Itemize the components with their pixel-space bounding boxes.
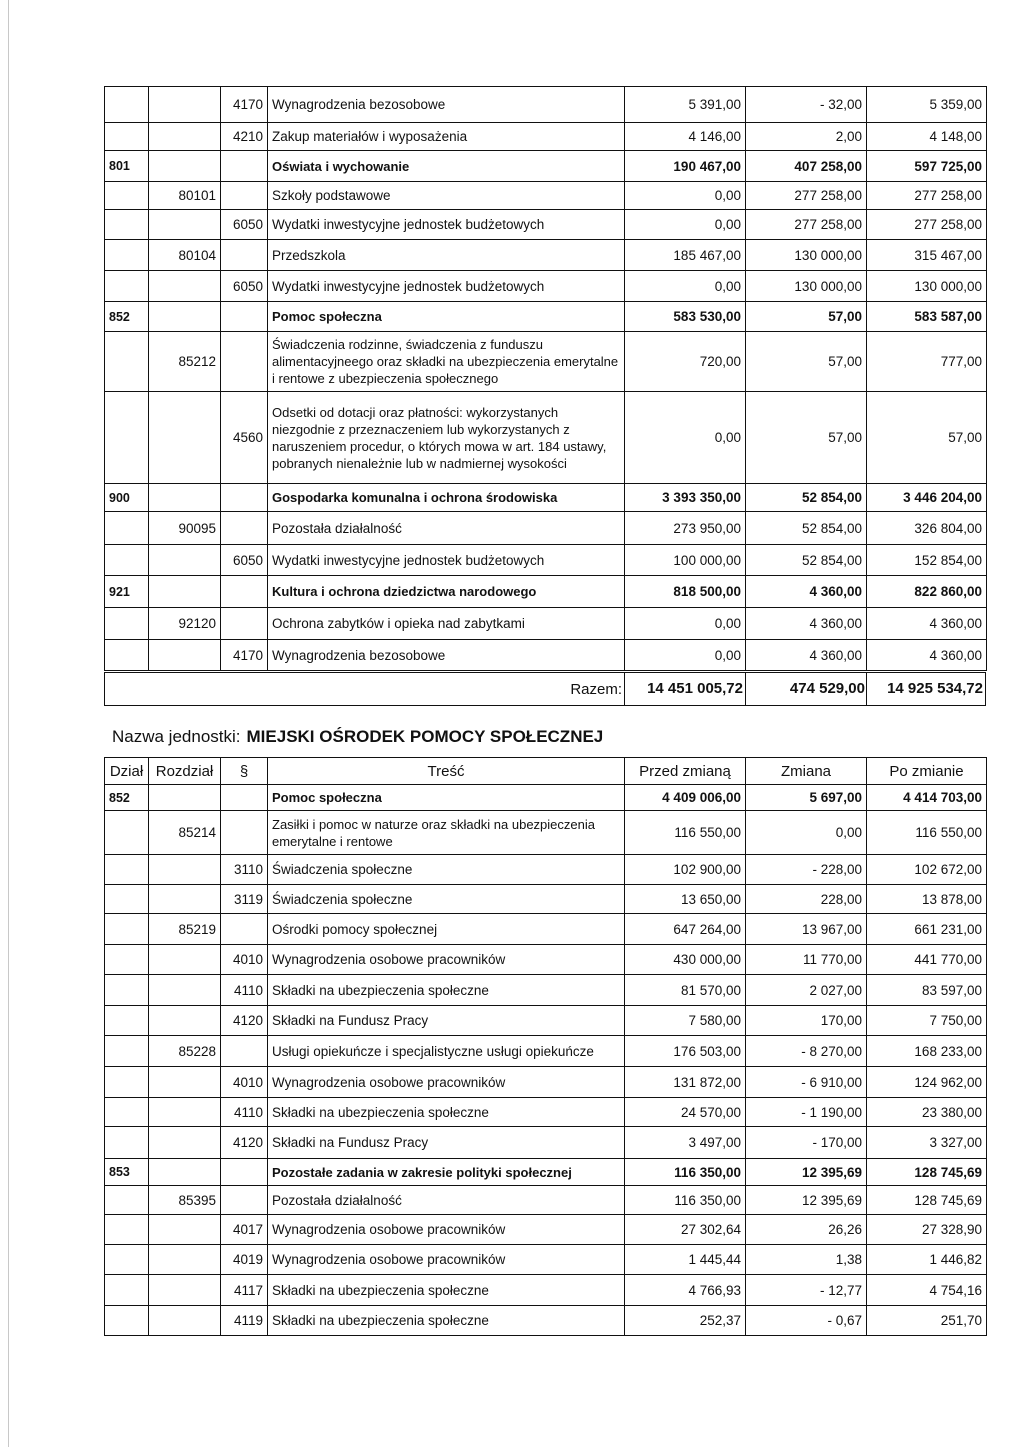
tresc-cell: Odsetki od dotacji oraz płatności: wykorzystanych niezgodnie z przeznaczeniem lub wykorzystanych z naruszeniem procedur, o których mowa w art. 184 ustawy, pobranych nienależnie lub w nadmiernej wysokości (268, 392, 625, 484)
total-change: 474 529,00 (789, 680, 865, 697)
zmiana-cell: 12 395,69 (746, 1159, 867, 1186)
dzial-cell (105, 855, 149, 885)
po-cell: 4 360,00 (867, 608, 987, 640)
po-cell: 777,00 (867, 332, 987, 392)
table-row (105, 785, 987, 811)
przed-cell: 647 264,00 (625, 914, 746, 945)
przed-cell: 0,00 (625, 271, 746, 302)
budget-table-1 (104, 86, 987, 671)
przed-cell: 13 650,00 (625, 885, 746, 914)
dzial-cell (105, 1245, 149, 1275)
unit-label: Nazwa jednostki: (112, 727, 241, 746)
paragraf-cell (221, 302, 268, 332)
paragraf-cell: 4560 (221, 392, 268, 484)
dzial-cell (105, 240, 149, 271)
table-row (105, 545, 987, 576)
po-cell: 128 745,69 (867, 1186, 987, 1215)
dzial-cell: 852 (105, 302, 149, 332)
rozdzial-cell (149, 576, 221, 608)
przed-cell: 0,00 (625, 608, 746, 640)
tresc-cell: Składki na Fundusz Pracy (268, 1006, 625, 1036)
zmiana-cell: 5 697,00 (746, 785, 867, 811)
zmiana-cell: - 1 190,00 (746, 1098, 867, 1127)
po-cell: 822 860,00 (867, 576, 987, 608)
table-row (105, 975, 987, 1006)
po-cell: 102 672,00 (867, 855, 987, 885)
tresc-cell: Usługi opiekuńcze i specjalistyczne usługi opiekuńcze (268, 1036, 625, 1067)
dzial-cell (105, 87, 149, 123)
header-po-zmianie: Po zmianie (867, 758, 987, 785)
paragraf-cell: 4120 (221, 1127, 268, 1159)
rozdzial-cell (149, 1006, 221, 1036)
dzial-cell: 852 (105, 785, 149, 811)
zmiana-cell: 407 258,00 (746, 151, 867, 182)
przed-cell: 116 550,00 (625, 811, 746, 855)
dzial-cell (105, 885, 149, 914)
paragraf-cell (221, 576, 268, 608)
po-cell: 168 233,00 (867, 1036, 987, 1067)
table-row (105, 811, 987, 855)
rozdzial-cell (149, 1215, 221, 1245)
po-cell: 116 550,00 (867, 811, 987, 855)
zmiana-cell: - 228,00 (746, 855, 867, 885)
paragraf-cell: 3119 (221, 885, 268, 914)
paragraf-cell (221, 512, 268, 545)
paragraf-cell: 4117 (221, 1275, 268, 1306)
dzial-cell (105, 975, 149, 1006)
zmiana-cell: 26,26 (746, 1215, 867, 1245)
zmiana-cell: - 32,00 (746, 87, 867, 123)
dzial-cell (105, 271, 149, 302)
dzial-cell (105, 512, 149, 545)
tresc-cell: Składki na ubezpieczenia społeczne (268, 1306, 625, 1336)
rozdzial-cell (149, 545, 221, 576)
dzial-cell (105, 1127, 149, 1159)
table-row (105, 123, 987, 151)
przed-cell: 24 570,00 (625, 1098, 746, 1127)
table-row (105, 1006, 987, 1036)
zmiana-cell: 57,00 (746, 302, 867, 332)
paragraf-cell: 4017 (221, 1215, 268, 1245)
rozdzial-cell: 85212 (149, 332, 221, 392)
table-row (105, 1306, 987, 1336)
zmiana-cell: 228,00 (746, 885, 867, 914)
table-row (105, 512, 987, 545)
tresc-cell: Kultura i ochrona dziedzictwa narodowego (268, 576, 625, 608)
przed-cell: 102 900,00 (625, 855, 746, 885)
zmiana-cell: 170,00 (746, 1006, 867, 1036)
po-cell: 326 804,00 (867, 512, 987, 545)
budget-table-1-body (105, 87, 987, 671)
rozdzial-cell (149, 1098, 221, 1127)
rozdzial-cell (149, 855, 221, 885)
zmiana-cell: 130 000,00 (746, 271, 867, 302)
zmiana-cell: 57,00 (746, 392, 867, 484)
header-rozdzial: Rozdział (149, 758, 221, 785)
table-row (105, 1215, 987, 1245)
rozdzial-cell (149, 210, 221, 240)
przed-cell: 131 872,00 (625, 1067, 746, 1098)
paragraf-cell: 4170 (221, 87, 268, 123)
tresc-cell: Wynagrodzenia osobowe pracowników (268, 1245, 625, 1275)
tresc-cell: Składki na Fundusz Pracy (268, 1127, 625, 1159)
table-row (105, 182, 987, 210)
po-cell: 152 854,00 (867, 545, 987, 576)
zmiana-cell: 12 395,69 (746, 1186, 867, 1215)
paragraf-cell: 6050 (221, 271, 268, 302)
dzial-cell (105, 210, 149, 240)
po-cell: 3 327,00 (867, 1127, 987, 1159)
table-row (105, 1186, 987, 1215)
tresc-cell: Składki na ubezpieczenia społeczne (268, 975, 625, 1006)
paragraf-cell (221, 1036, 268, 1067)
zmiana-cell: 2 027,00 (746, 975, 867, 1006)
zmiana-cell: 13 967,00 (746, 914, 867, 945)
rozdzial-cell (149, 392, 221, 484)
przed-cell: 818 500,00 (625, 576, 746, 608)
zmiana-cell: 0,00 (746, 811, 867, 855)
table-row (105, 392, 987, 484)
table-row (105, 1245, 987, 1275)
paragraf-cell (221, 332, 268, 392)
dzial-cell (105, 640, 149, 671)
tresc-cell: Świadczenia społeczne (268, 885, 625, 914)
budget-table-2 (104, 757, 987, 1336)
przed-cell: 720,00 (625, 332, 746, 392)
tresc-cell: Świadczenia rodzinne, świadczenia z funduszu alimentacyjneego oraz składki na ubezpieczenia emerytalne i rentowe z ubezpieczenia społecznego (268, 332, 625, 392)
tresc-cell: Gospodarka komunalna i ochrona środowiska (268, 484, 625, 512)
table-row (105, 151, 987, 182)
tresc-cell: Wynagrodzenia bezosobowe (268, 640, 625, 671)
total-label: Razem: (570, 681, 622, 698)
po-cell: 4 148,00 (867, 123, 987, 151)
total-separator (624, 673, 625, 705)
po-cell: 583 587,00 (867, 302, 987, 332)
zmiana-cell: 57,00 (746, 332, 867, 392)
przed-cell: 116 350,00 (625, 1159, 746, 1186)
paragraf-cell: 3110 (221, 855, 268, 885)
po-cell: 124 962,00 (867, 1067, 987, 1098)
dzial-cell (105, 182, 149, 210)
zmiana-cell: 4 360,00 (746, 640, 867, 671)
dzial-cell: 921 (105, 576, 149, 608)
dzial-cell (105, 1098, 149, 1127)
rozdzial-cell (149, 975, 221, 1006)
table-row (105, 945, 987, 975)
table-row (105, 1159, 987, 1186)
przed-cell: 430 000,00 (625, 945, 746, 975)
rozdzial-cell: 85219 (149, 914, 221, 945)
header-paragraf: § (221, 758, 268, 785)
po-cell: 83 597,00 (867, 975, 987, 1006)
po-cell: 13 878,00 (867, 885, 987, 914)
przed-cell: 7 580,00 (625, 1006, 746, 1036)
zmiana-cell: 4 360,00 (746, 576, 867, 608)
dzial-cell (105, 1036, 149, 1067)
zmiana-cell: - 12,77 (746, 1275, 867, 1306)
table-row (105, 1098, 987, 1127)
przed-cell: 4 409 006,00 (625, 785, 746, 811)
tresc-cell: Wynagrodzenia osobowe pracowników (268, 1067, 625, 1098)
tresc-cell: Wynagrodzenia bezosobowe (268, 87, 625, 123)
paragraf-cell: 4210 (221, 123, 268, 151)
przed-cell: 81 570,00 (625, 975, 746, 1006)
po-cell: 597 725,00 (867, 151, 987, 182)
tresc-cell: Zakup materiałów i wyposażenia (268, 123, 625, 151)
przed-cell: 116 350,00 (625, 1186, 746, 1215)
przed-cell: 3 497,00 (625, 1127, 746, 1159)
zmiana-cell: 4 360,00 (746, 608, 867, 640)
paragraf-cell: 6050 (221, 545, 268, 576)
tresc-cell: Pozostałe zadania w zakresie polityki społecznej (268, 1159, 625, 1186)
rozdzial-cell: 80104 (149, 240, 221, 271)
table-row (105, 332, 987, 392)
table-row (105, 1067, 987, 1098)
po-cell: 251,70 (867, 1306, 987, 1336)
paragraf-cell: 4010 (221, 945, 268, 975)
po-cell: 4 360,00 (867, 640, 987, 671)
tresc-cell: Szkoły podstawowe (268, 182, 625, 210)
tresc-cell: Składki na ubezpieczenia społeczne (268, 1098, 625, 1127)
przed-cell: 1 445,44 (625, 1245, 746, 1275)
table-row (105, 1127, 987, 1159)
przed-cell: 190 467,00 (625, 151, 746, 182)
rozdzial-cell: 85395 (149, 1186, 221, 1215)
przed-cell: 185 467,00 (625, 240, 746, 271)
tresc-cell: Ośrodki pomocy społecznej (268, 914, 625, 945)
rozdzial-cell (149, 885, 221, 914)
tresc-cell: Wynagrodzenia osobowe pracowników (268, 1215, 625, 1245)
tresc-cell: Świadczenia społeczne (268, 855, 625, 885)
rozdzial-cell (149, 785, 221, 811)
dzial-cell (105, 392, 149, 484)
rozdzial-cell (149, 945, 221, 975)
paragraf-cell: 6050 (221, 210, 268, 240)
dzial-cell: 900 (105, 484, 149, 512)
total-separator (745, 673, 746, 705)
paragraf-cell (221, 240, 268, 271)
po-cell: 3 446 204,00 (867, 484, 987, 512)
dzial-cell (105, 545, 149, 576)
tresc-cell: Ochrona zabytków i opieka nad zabytkami (268, 608, 625, 640)
dzial-cell (105, 1006, 149, 1036)
paragraf-cell (221, 484, 268, 512)
po-cell: 277 258,00 (867, 182, 987, 210)
paragraf-cell: 4019 (221, 1245, 268, 1275)
table-row (105, 210, 987, 240)
paragraf-cell (221, 785, 268, 811)
dzial-cell (105, 1067, 149, 1098)
przed-cell: 0,00 (625, 210, 746, 240)
unit-name: MIEJSKI OŚRODEK POMOCY SPOŁECZNEJ (246, 727, 604, 746)
paragraf-cell (221, 1159, 268, 1186)
dzial-cell (105, 945, 149, 975)
przed-cell: 5 391,00 (625, 87, 746, 123)
po-cell: 441 770,00 (867, 945, 987, 975)
rozdzial-cell (149, 1275, 221, 1306)
przed-cell: 4 766,93 (625, 1275, 746, 1306)
header-tresc: Treść (268, 758, 625, 785)
zmiana-cell: 11 770,00 (746, 945, 867, 975)
tresc-cell: Pozostała działalność (268, 1186, 625, 1215)
zmiana-cell: 52 854,00 (746, 545, 867, 576)
tresc-cell: Wynagrodzenia osobowe pracowników (268, 945, 625, 975)
table-row (105, 576, 987, 608)
budget-table-2-body (105, 785, 987, 1336)
po-cell: 130 000,00 (867, 271, 987, 302)
dzial-cell (105, 811, 149, 855)
zmiana-cell: - 170,00 (746, 1127, 867, 1159)
przed-cell: 176 503,00 (625, 1036, 746, 1067)
paragraf-cell: 4120 (221, 1006, 268, 1036)
po-cell: 661 231,00 (867, 914, 987, 945)
zmiana-cell: - 6 910,00 (746, 1067, 867, 1098)
zmiana-cell: 277 258,00 (746, 210, 867, 240)
table-row (105, 1036, 987, 1067)
paragraf-cell (221, 811, 268, 855)
przed-cell: 273 950,00 (625, 512, 746, 545)
tresc-cell: Pomoc społeczna (268, 785, 625, 811)
przed-cell: 583 530,00 (625, 302, 746, 332)
przed-cell: 0,00 (625, 392, 746, 484)
rozdzial-cell (149, 484, 221, 512)
przed-cell: 3 393 350,00 (625, 484, 746, 512)
po-cell: 5 359,00 (867, 87, 987, 123)
dzial-cell: 801 (105, 151, 149, 182)
table-row (105, 271, 987, 302)
paragraf-cell (221, 914, 268, 945)
po-cell: 4 754,16 (867, 1275, 987, 1306)
tresc-cell: Pozostała działalność (268, 512, 625, 545)
table-row (105, 640, 987, 671)
paragraf-cell (221, 1186, 268, 1215)
po-cell: 27 328,90 (867, 1215, 987, 1245)
rozdzial-cell: 92120 (149, 608, 221, 640)
rozdzial-cell (149, 151, 221, 182)
paragraf-cell: 4170 (221, 640, 268, 671)
dzial-cell (105, 123, 149, 151)
paragraf-cell (221, 182, 268, 210)
table-row (105, 914, 987, 945)
rozdzial-cell (149, 271, 221, 302)
rozdzial-cell (149, 123, 221, 151)
table-row (105, 855, 987, 885)
table-row (105, 1275, 987, 1306)
total-after: 14 925 534,72 (887, 680, 983, 697)
rozdzial-cell (149, 640, 221, 671)
zmiana-cell: 277 258,00 (746, 182, 867, 210)
total-row (104, 672, 986, 706)
rozdzial-cell (149, 87, 221, 123)
tresc-cell: Wydatki inwestycyjne jednostek budżetowych (268, 545, 625, 576)
paragraf-cell: 4010 (221, 1067, 268, 1098)
dzial-cell: 853 (105, 1159, 149, 1186)
rozdzial-cell: 80101 (149, 182, 221, 210)
page-edge (8, 0, 9, 1447)
paragraf-cell (221, 151, 268, 182)
rozdzial-cell (149, 1127, 221, 1159)
paragraf-cell: 4110 (221, 1098, 268, 1127)
przed-cell: 0,00 (625, 640, 746, 671)
dzial-cell (105, 332, 149, 392)
rozdzial-cell (149, 1159, 221, 1186)
table-row (105, 608, 987, 640)
paragraf-cell: 4110 (221, 975, 268, 1006)
tresc-cell: Wydatki inwestycyjne jednostek budżetowych (268, 271, 625, 302)
paragraf-cell: 4119 (221, 1306, 268, 1336)
rozdzial-cell: 90095 (149, 512, 221, 545)
dzial-cell (105, 914, 149, 945)
przed-cell: 100 000,00 (625, 545, 746, 576)
header-dzial: Dział (105, 758, 149, 785)
dzial-cell (105, 1275, 149, 1306)
tresc-cell: Wydatki inwestycyjne jednostek budżetowych (268, 210, 625, 240)
dzial-cell (105, 608, 149, 640)
rozdzial-cell: 85214 (149, 811, 221, 855)
po-cell: 23 380,00 (867, 1098, 987, 1127)
zmiana-cell: 1,38 (746, 1245, 867, 1275)
zmiana-cell: - 8 270,00 (746, 1036, 867, 1067)
zmiana-cell: 2,00 (746, 123, 867, 151)
zmiana-cell: 52 854,00 (746, 512, 867, 545)
table-row (105, 302, 987, 332)
rozdzial-cell (149, 1306, 221, 1336)
tresc-cell: Zasiłki i pomoc w naturze oraz składki na ubezpieczenia emerytalne i rentowe (268, 811, 625, 855)
zmiana-cell: 52 854,00 (746, 484, 867, 512)
przed-cell: 252,37 (625, 1306, 746, 1336)
header-zmiana: Zmiana (746, 758, 867, 785)
po-cell: 315 467,00 (867, 240, 987, 271)
przed-cell: 4 146,00 (625, 123, 746, 151)
total-separator (866, 673, 867, 705)
przed-cell: 0,00 (625, 182, 746, 210)
po-cell: 4 414 703,00 (867, 785, 987, 811)
po-cell: 7 750,00 (867, 1006, 987, 1036)
tresc-cell: Przedszkola (268, 240, 625, 271)
dzial-cell (105, 1186, 149, 1215)
po-cell: 128 745,69 (867, 1159, 987, 1186)
po-cell: 1 446,82 (867, 1245, 987, 1275)
unit-heading (112, 727, 603, 747)
paragraf-cell (221, 608, 268, 640)
table-header-row (105, 758, 987, 785)
table-row (105, 87, 987, 123)
table-row (105, 484, 987, 512)
rozdzial-cell (149, 1067, 221, 1098)
po-cell: 57,00 (867, 392, 987, 484)
przed-cell: 27 302,64 (625, 1215, 746, 1245)
total-before: 14 451 005,72 (647, 680, 743, 697)
rozdzial-cell (149, 1245, 221, 1275)
table-row (105, 885, 987, 914)
tresc-cell: Oświata i wychowanie (268, 151, 625, 182)
tresc-cell: Pomoc społeczna (268, 302, 625, 332)
zmiana-cell: 130 000,00 (746, 240, 867, 271)
rozdzial-cell (149, 302, 221, 332)
rozdzial-cell: 85228 (149, 1036, 221, 1067)
header-przed-zmiana: Przed zmianą (625, 758, 746, 785)
dzial-cell (105, 1215, 149, 1245)
po-cell: 277 258,00 (867, 210, 987, 240)
table-row (105, 240, 987, 271)
tresc-cell: Składki na ubezpieczenia społeczne (268, 1275, 625, 1306)
dzial-cell (105, 1306, 149, 1336)
zmiana-cell: - 0,67 (746, 1306, 867, 1336)
